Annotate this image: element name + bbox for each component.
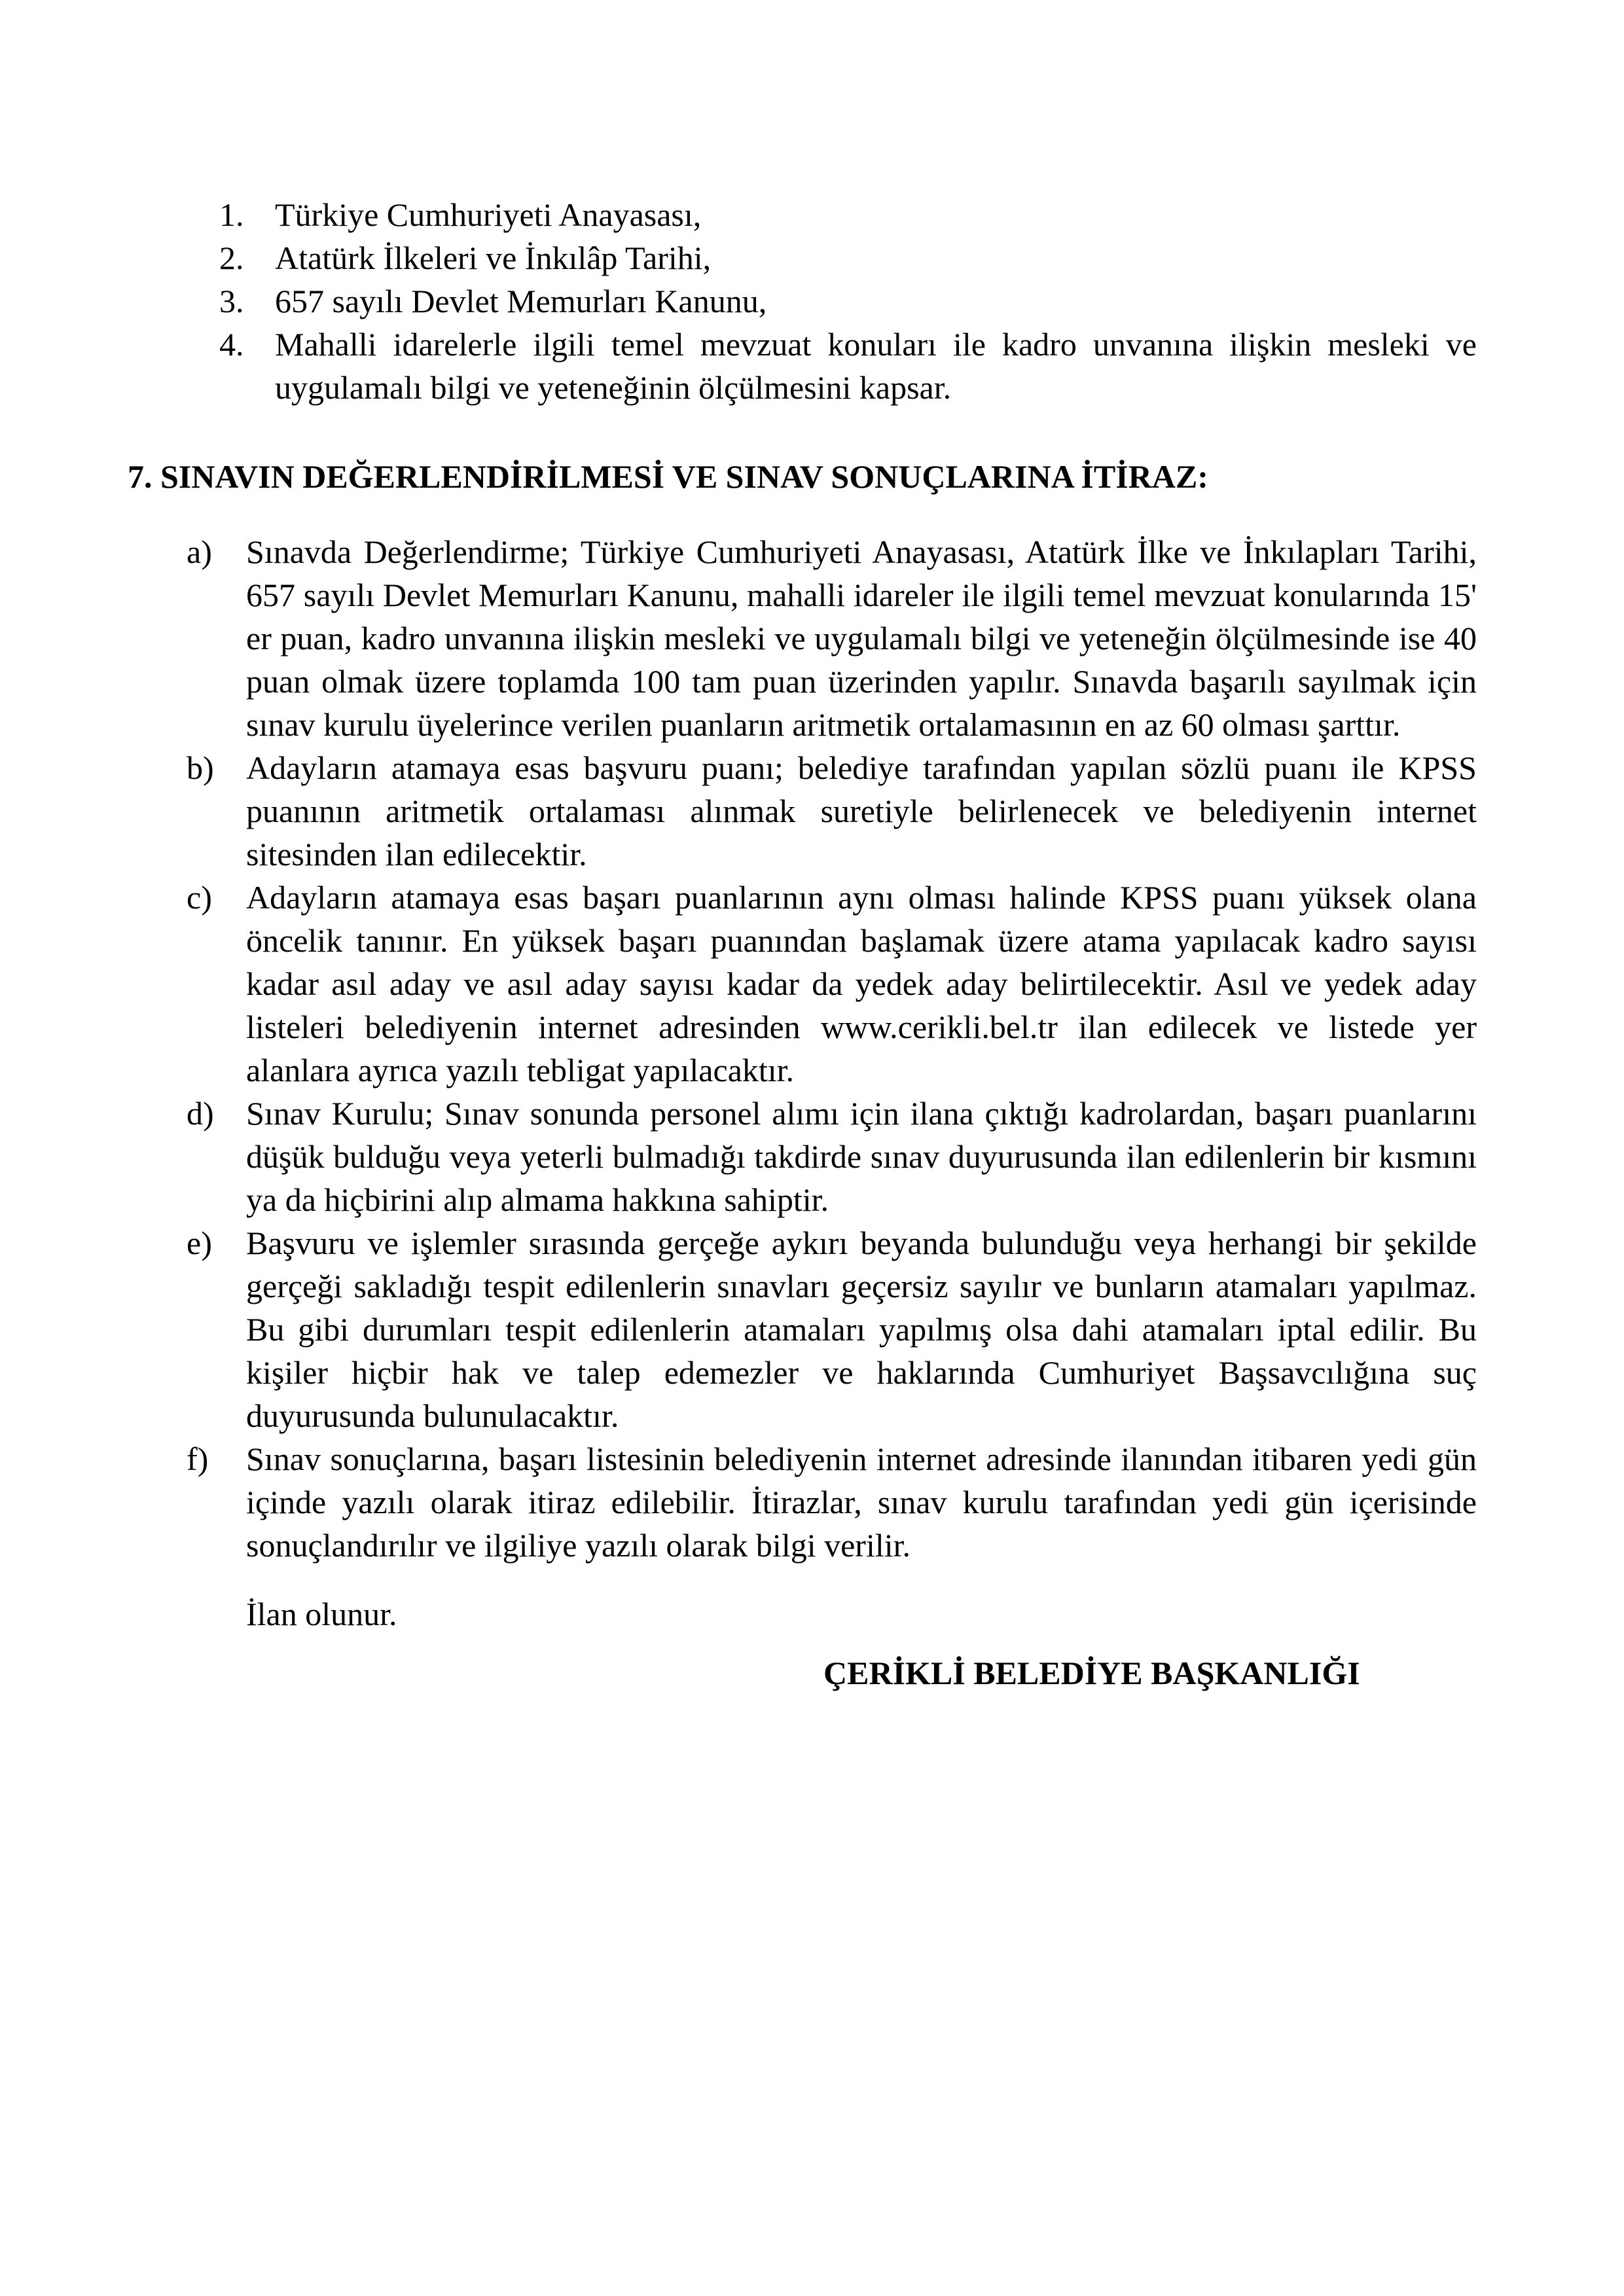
list-marker: c)	[187, 879, 212, 916]
list-marker: 1.	[219, 196, 244, 233]
list-item	[128, 1092, 1477, 1221]
website-url: www.cerikli.bel.tr	[821, 1009, 1058, 1045]
list-item-text: Mahalli idarelerle ilgili temel mevzuat konuları ile kadro unvanına ilişkin mesleki ve uygulamalı bilgi ve yeteneğinin ölçülmesini kapsar.	[275, 326, 1477, 406]
list-item	[128, 876, 1477, 1092]
list-item-text: ilan edilecek ve listede yer alanlara ayrıca yazılı tebligat yapılacaktır.	[246, 1009, 1477, 1088]
list-item	[128, 1221, 1477, 1437]
list-item-text: Türkiye Cumhuriyeti Anayasası,	[275, 196, 702, 233]
list-marker: f)	[187, 1441, 209, 1477]
list-item-text: Sınavda Değerlendirme; Türkiye Cumhuriyeti Anayasası, Atatürk İlke ve İnkılapları Tarihi, 657 sayılı Devlet Memurları Kanunu, mahalli idareler ile ilgili temel mevzuat konularında 15' er puan, kadro unvanına ilişkin mesleki ve uygulamalı bilgi ve yeteneğin ölçülmesinde ise 40 puan olmak üzere toplamda 100 tam puan üzerinden yapılır. Sınavda başarılı sayılmak için sınav kurulu üyelerince verilen puanların aritmetik ortalamasının en az 60 olması şarttır.	[246, 533, 1477, 743]
list-marker: 3.	[219, 283, 244, 319]
list-marker: b)	[187, 749, 214, 786]
list-item-text: 657 sayılı Devlet Memurları Kanunu,	[275, 283, 767, 319]
list-item	[128, 1437, 1477, 1567]
list-item-text: Adayların atamaya esas başarı puanlarının aynı olması halinde KPSS puanı yüksek olana öncelik tanınır. En yüksek başarı puanından başlamak üzere atama yapılacak kadro sayısı kadar asıl aday ve asıl aday sayısı kadar da yedek aday belirtilecektir. Asıl ve yedek aday listeleri belediyenin internet adresinden	[246, 879, 1477, 1045]
list-item-text: Sınav sonuçlarına, başarı listesinin belediyenin internet adresinde ilanından itibaren yedi gün içinde yazılı olarak itiraz edilebilir. İtirazlar, sınav kurulu tarafından yedi gün içerisinde sonuçlandırılır ve ilgiliye yazılı olarak bilgi verilir.	[246, 1441, 1477, 1564]
intro-numbered-list	[128, 193, 1477, 409]
list-item	[128, 236, 1477, 279]
list-marker: e)	[187, 1225, 212, 1261]
list-marker: 4.	[219, 326, 244, 363]
list-marker: a)	[187, 533, 212, 570]
list-item	[128, 323, 1477, 409]
list-item-text: Atatürk İlkeleri ve İnkılâp Tarihi,	[275, 240, 712, 276]
list-marker: d)	[187, 1095, 214, 1132]
list-item-text: Başvuru ve işlemler sırasında gerçeğe aykırı beyanda bulunduğu veya herhangi bir şekilde gerçeği sakladığı tespit edilenlerin sınavları geçersiz sayılır ve bunların atamaları yapılmaz. Bu gibi durumları tespit edilenlerin atamaları yapılmış olsa dahi atamaları iptal edilir. Bu kişiler hiçbir hak ve talep edemezler ve haklarında Cumhuriyet Başsavcılığına suç duyurusunda bulunulacaktır.	[246, 1225, 1477, 1434]
list-item	[128, 530, 1477, 746]
list-item-text: Adayların atamaya esas başvuru puanı; belediye tarafından yapılan sözlü puanı ile KPSS puanının aritmetik ortalaması alınmak suretiyle belirlenecek ve belediyenin internet sitesinden ilan edilecektir.	[246, 749, 1477, 872]
list-item-text: Sınav Kurulu; Sınav sonunda personel alımı için ilana çıktığı kadrolardan, başarı puanlarını düşük bulduğu veya yeterli bulmadığı takdirde sınav duyurusunda ilan edilenlerin bir kısmını ya da hiçbirini alıp almama hakkına sahiptir.	[246, 1095, 1477, 1218]
section-heading: 7. SINAVIN DEĞERLENDİRİLMESİ VE SINAV SONUÇLARINA İTİRAZ:	[128, 458, 1208, 495]
list-item	[128, 193, 1477, 236]
list-item	[128, 279, 1477, 323]
closing-text: İlan olunur.	[246, 1596, 397, 1632]
list-marker: 2.	[219, 240, 244, 276]
list-item	[128, 746, 1477, 876]
document-content	[128, 193, 1477, 1695]
signature: ÇERİKLİ BELEDİYE BAŞKANLIĞI	[823, 1655, 1360, 1691]
lettered-list	[128, 530, 1477, 1567]
